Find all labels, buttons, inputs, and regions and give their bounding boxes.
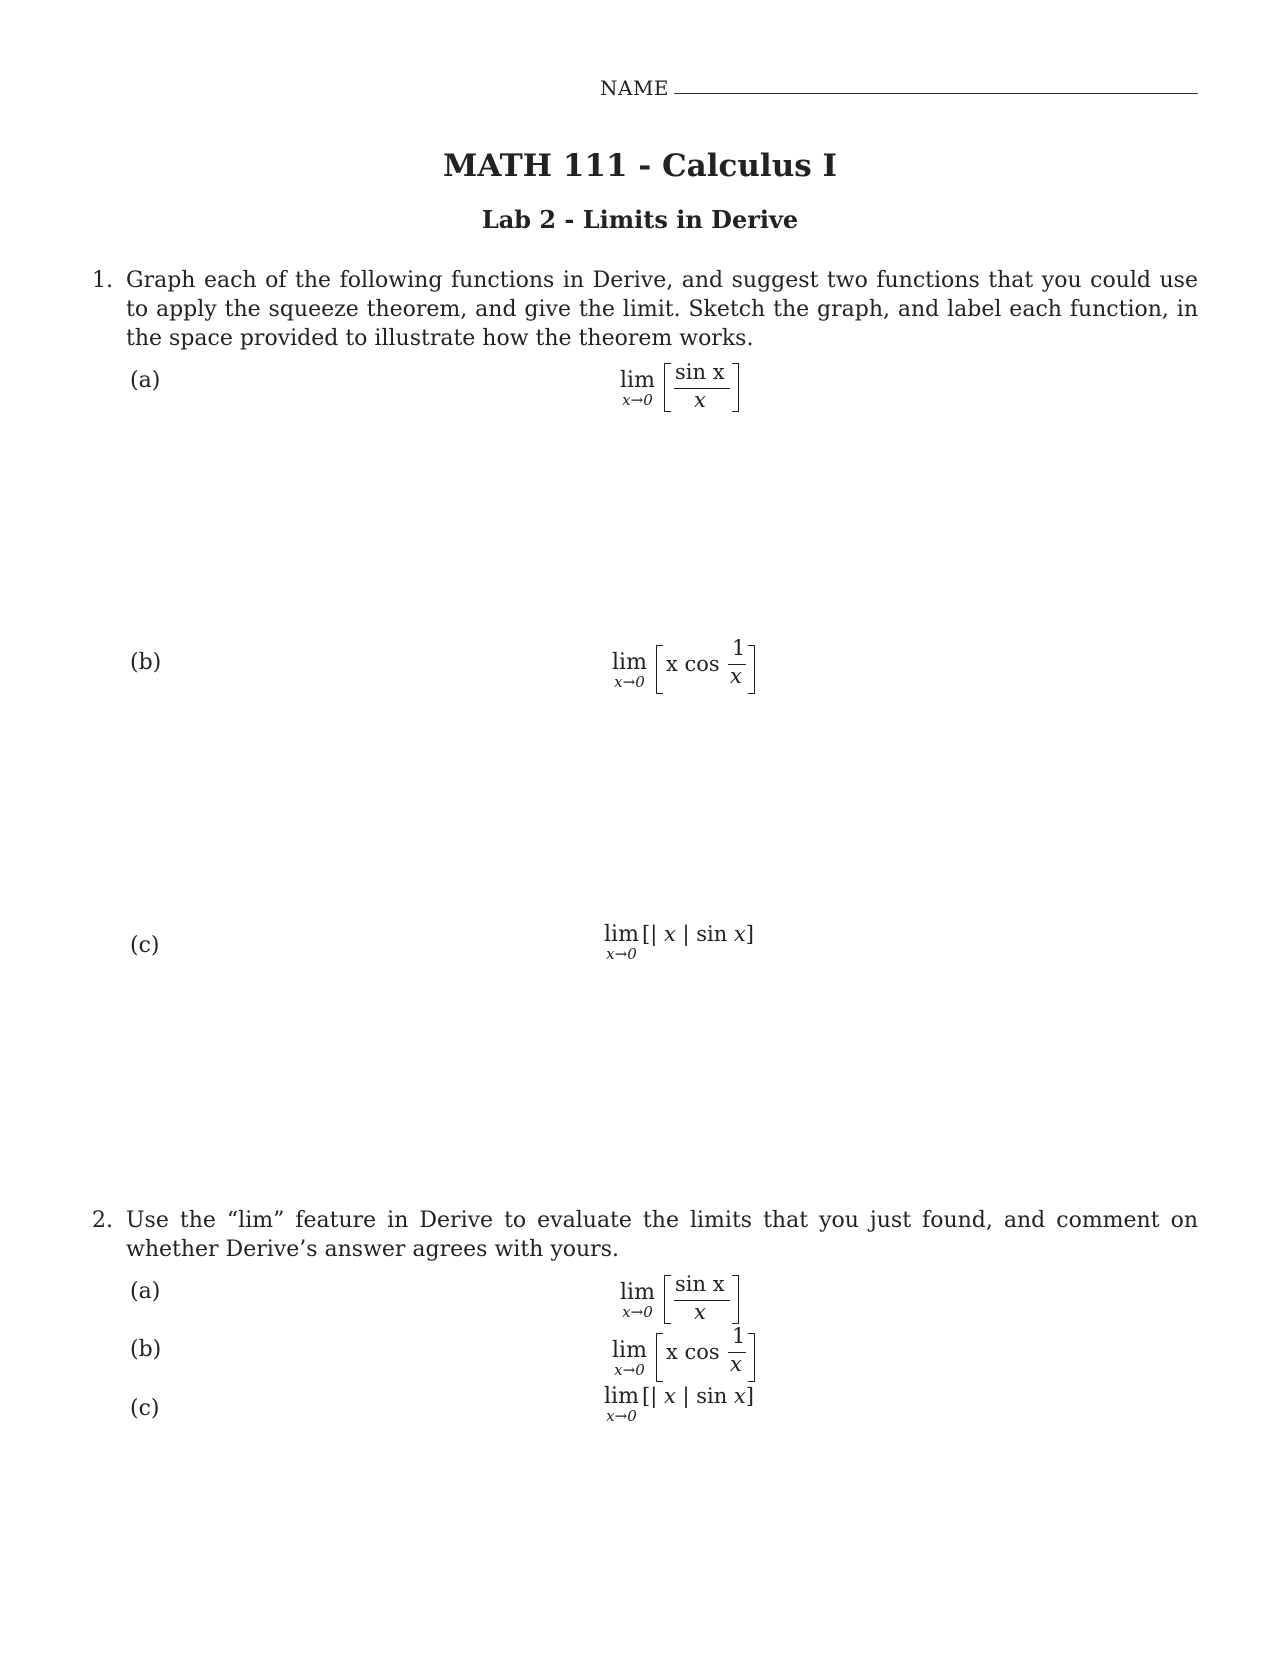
expr-open: [| [642,1384,664,1408]
fraction-numerator: 1 [732,636,746,660]
lim-word: lim [620,1280,655,1305]
limit-expression-2a [620,1272,750,1332]
factor-text: x cos [666,652,720,676]
fraction-numerator: 1 [732,1324,746,1348]
expr-close: ] [745,1384,754,1408]
part-label: (a) [130,368,161,393]
part-label: (c) [130,933,160,958]
limit-operator [620,1282,655,1320]
lim-word: lim [620,368,655,393]
right-bracket [748,1333,755,1382]
fraction-denominator: x [694,1300,706,1324]
expr-variable-2: x [733,1384,746,1408]
lim-subscript: x→0 [606,945,637,963]
lim-subscript: x→0 [614,673,645,691]
part-label: (a) [130,1279,161,1304]
problem-1 [92,266,1198,353]
lim-word: lim [604,922,639,947]
problem-text: Use the “lim” feature in Derive to evaluate the limits that you just found, and comment on whether Derive’s answer agrees with yours. [126,1208,1198,1262]
factor-text: x cos [666,1340,720,1364]
problem-text: Graph each of the following functions in Derive, and suggest two functions that you could use to apply the squeeze theorem, and give the limit. Sketch the graph, and label each function, in the space provided to illustrate how the theorem works. [126,268,1198,351]
part-label: (b) [130,650,162,675]
limit-expression-1b [612,636,762,700]
problem-2 [92,1206,1198,1264]
limit-expression-1c [604,922,774,972]
fraction-numerator: sin x [675,360,725,384]
limit-operator [604,1386,639,1424]
problem-number: 2. [92,1208,113,1233]
limit-operator [612,1340,647,1378]
expr-middle: | sin [675,922,734,946]
expr-variable: x [663,1384,676,1408]
limit-expression-1a [620,360,750,420]
lim-word: lim [612,650,647,675]
limit-expression-2b [612,1324,762,1388]
name-label: NAME [600,76,670,100]
lim-subscript: x→0 [606,1407,637,1425]
expr-close: ] [745,922,754,946]
expr-variable-2: x [733,922,746,946]
left-bracket [664,1275,671,1324]
absolute-value-expression [642,1384,754,1408]
limit-operator [620,370,655,408]
right-bracket [732,1275,739,1324]
right-bracket [748,645,755,694]
name-write-line[interactable] [674,93,1198,94]
expr-variable: x [663,922,676,946]
part-label: (c) [130,1396,160,1421]
expr-open: [| [642,922,664,946]
fraction-denominator: x [730,664,742,688]
fraction-denominator: x [694,388,706,412]
lim-subscript: x→0 [614,1361,645,1379]
course-title: MATH 111 - Calculus I [443,148,837,184]
limit-expression-2c [604,1384,774,1434]
left-bracket [664,363,671,412]
limit-operator [612,652,647,690]
left-bracket [656,645,663,694]
lim-word: lim [612,1338,647,1363]
lim-word: lim [604,1384,639,1409]
limit-operator [604,924,639,962]
right-bracket [732,363,739,412]
fraction-numerator: sin x [675,1272,725,1296]
lab-title: Lab 2 - Limits in Derive [481,205,799,234]
left-bracket [656,1333,663,1382]
part-label: (b) [130,1337,162,1362]
fraction-denominator: x [730,1352,742,1376]
expr-middle: | sin [675,1384,734,1408]
lim-subscript: x→0 [622,391,653,409]
absolute-value-expression [642,922,754,946]
problem-number: 1. [92,268,113,293]
lim-subscript: x→0 [622,1303,653,1321]
